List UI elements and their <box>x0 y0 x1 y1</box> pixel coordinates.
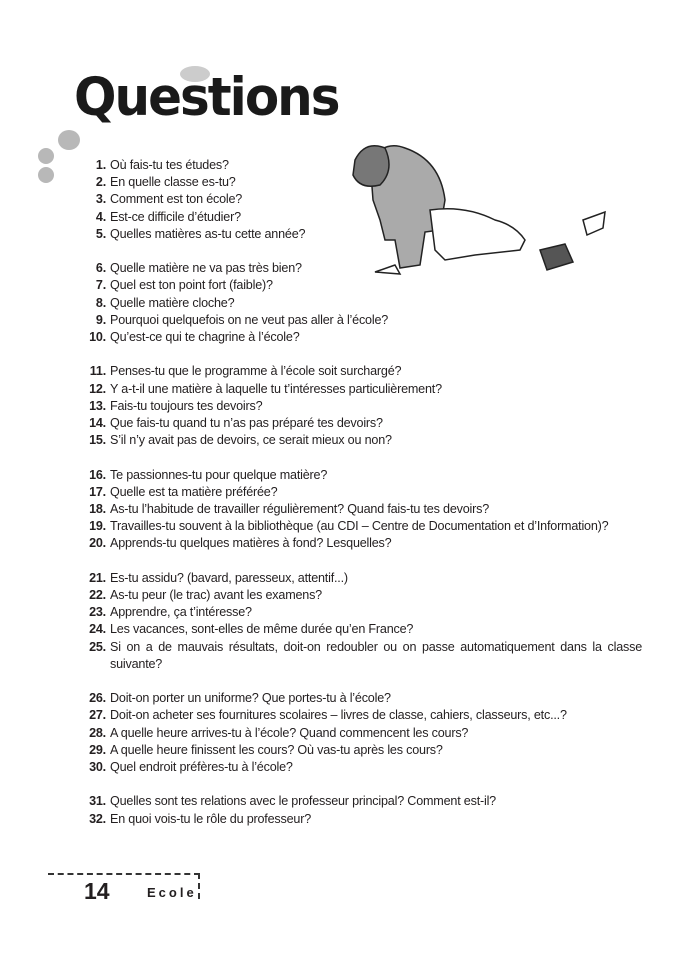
question-number: 14. <box>89 416 106 431</box>
question-item <box>70 157 642 174</box>
question-number: 11. <box>89 364 106 379</box>
question-item <box>70 501 642 518</box>
question-group <box>70 570 642 673</box>
question-text: Quelle est ta matière préférée? <box>110 484 278 499</box>
question-number: 21. <box>89 570 106 585</box>
footer-divider <box>48 873 200 875</box>
question-item <box>70 209 642 226</box>
question-number: 23. <box>89 605 106 620</box>
question-group <box>70 467 642 553</box>
question-text: S’il n’y avait pas de devoirs, ce serait mieux ou non? <box>110 433 392 448</box>
question-number: 3. <box>95 192 106 207</box>
question-text: Pourquoi quelquefois on ne veut pas aller à l’école? <box>110 312 389 327</box>
question-group <box>70 690 642 776</box>
question-item <box>70 484 642 501</box>
question-text: Où fais-tu tes études? <box>110 158 229 172</box>
question-item <box>70 707 642 724</box>
question-text: Est-ce difficile d’étudier? <box>110 209 241 224</box>
question-text: En quoi vois-tu le rôle du professeur? <box>110 811 312 826</box>
question-text: Travailles-tu souvent à la bibliothèque (au CDI – Centre de Documentation et d’Information)? <box>110 519 609 534</box>
question-item <box>70 295 642 312</box>
question-text: Quel est ton point fort (faible)? <box>110 278 273 293</box>
footer-divider-vertical <box>198 873 200 899</box>
question-number: 16. <box>89 467 106 482</box>
question-number: 8. <box>95 295 106 310</box>
question-number: 19. <box>89 519 106 534</box>
question-number: 5. <box>95 226 106 241</box>
section-name: Ecole <box>147 885 197 900</box>
question-item <box>70 518 642 535</box>
question-number: 27. <box>89 708 106 723</box>
question-text: Quelles sont tes relations avec le professeur principal? Comment est-il? <box>110 794 496 809</box>
question-number: 4. <box>95 209 106 224</box>
question-item <box>70 432 642 449</box>
question-text: Apprends-tu quelques matières à fond? Lesquelles? <box>110 536 392 551</box>
question-text: En quelle classe es-tu? <box>110 175 236 190</box>
question-item <box>70 639 642 673</box>
question-text: Quelles matières as-tu cette année? <box>110 226 306 241</box>
question-number: 15. <box>89 433 106 448</box>
question-number: 28. <box>89 725 106 740</box>
question-text: Apprendre, ça t’intéresse? <box>110 605 252 620</box>
ink-blot <box>38 148 54 164</box>
question-item <box>70 811 642 828</box>
question-number: 9. <box>95 312 106 327</box>
question-number: 22. <box>89 588 106 603</box>
question-number: 2. <box>95 175 106 190</box>
question-number: 25. <box>89 639 106 654</box>
question-number: 17. <box>89 484 106 499</box>
question-item <box>70 226 642 243</box>
question-number: 13. <box>89 398 106 413</box>
question-text: Doit-on porter un uniforme? Que portes-tu à l’école? <box>110 691 391 706</box>
question-text: Y a-t-il une matière à laquelle tu t’intéresses particulièrement? <box>110 381 442 396</box>
question-item <box>70 381 642 398</box>
question-item <box>70 191 642 208</box>
question-item <box>70 260 642 277</box>
question-item <box>70 277 642 294</box>
question-number: 24. <box>89 622 106 637</box>
question-text: Es-tu assidu? (bavard, paresseux, attentif...) <box>110 570 348 585</box>
question-text: Les vacances, sont-elles de même durée qu’en France? <box>110 622 414 637</box>
question-item <box>70 415 642 432</box>
question-number: 10. <box>89 330 106 345</box>
question-number: 31. <box>89 794 106 809</box>
question-item <box>70 621 642 638</box>
question-item <box>70 312 642 329</box>
question-item <box>70 587 642 604</box>
question-text: Doit-on acheter ses fournitures scolaires – livres de classe, cahiers, classeurs, etc...? <box>110 708 567 723</box>
question-text: Comment est ton école? <box>110 192 243 207</box>
question-text: Quelle matière ne va pas très bien? <box>110 261 302 276</box>
question-item <box>70 742 642 759</box>
question-item <box>70 329 642 346</box>
question-item <box>70 467 642 484</box>
question-number: 32. <box>89 811 106 826</box>
question-text: Penses-tu que le programme à l’école soit surchargé? <box>110 364 402 379</box>
question-item <box>70 398 642 415</box>
question-item <box>70 570 642 587</box>
question-item <box>70 793 642 810</box>
question-item <box>70 174 642 191</box>
question-number: 20. <box>89 536 106 551</box>
question-number: 12. <box>89 381 106 396</box>
question-item <box>70 690 642 707</box>
question-text: Quel endroit préfères-tu à l’école? <box>110 760 293 775</box>
question-list <box>70 157 642 845</box>
ink-blot <box>58 130 80 150</box>
question-number: 6. <box>95 261 106 276</box>
question-item <box>70 363 642 380</box>
question-number: 29. <box>89 742 106 757</box>
question-text: As-tu l’habitude de travailler régulièrement? Quand fais-tu tes devoirs? <box>110 502 490 517</box>
question-text: A quelle heure arrives-tu à l’école? Quand commencent les cours? <box>110 725 469 740</box>
question-text: Qu’est-ce qui te chagrine à l’école? <box>110 330 300 345</box>
question-text: As-tu peur (le trac) avant les examens? <box>110 588 322 603</box>
question-group <box>70 793 642 827</box>
question-group <box>70 157 642 243</box>
question-number: 26. <box>89 691 106 706</box>
page-title: Questions <box>74 66 339 128</box>
question-number: 1. <box>95 158 106 172</box>
question-group <box>70 363 642 449</box>
question-text: Si on a de mauvais résultats, doit-on redoubler ou on passe automatiquement dans la classe suivante? <box>110 639 642 671</box>
question-number: 7. <box>95 278 106 293</box>
question-text: Fais-tu toujours tes devoirs? <box>110 398 263 413</box>
question-text: Quelle matière cloche? <box>110 295 235 310</box>
question-text: A quelle heure finissent les cours? Où vas-tu après les cours? <box>110 742 443 757</box>
question-item <box>70 535 642 552</box>
question-text: Que fais-tu quand tu n’as pas préparé tes devoirs? <box>110 416 383 431</box>
question-number: 18. <box>89 502 106 517</box>
ink-blot <box>38 167 54 183</box>
question-item <box>70 604 642 621</box>
question-item <box>70 725 642 742</box>
question-item <box>70 759 642 776</box>
question-number: 30. <box>89 760 106 775</box>
page-number: 14 <box>84 878 110 904</box>
question-group <box>70 260 642 346</box>
question-text: Te passionnes-tu pour quelque matière? <box>110 467 328 482</box>
